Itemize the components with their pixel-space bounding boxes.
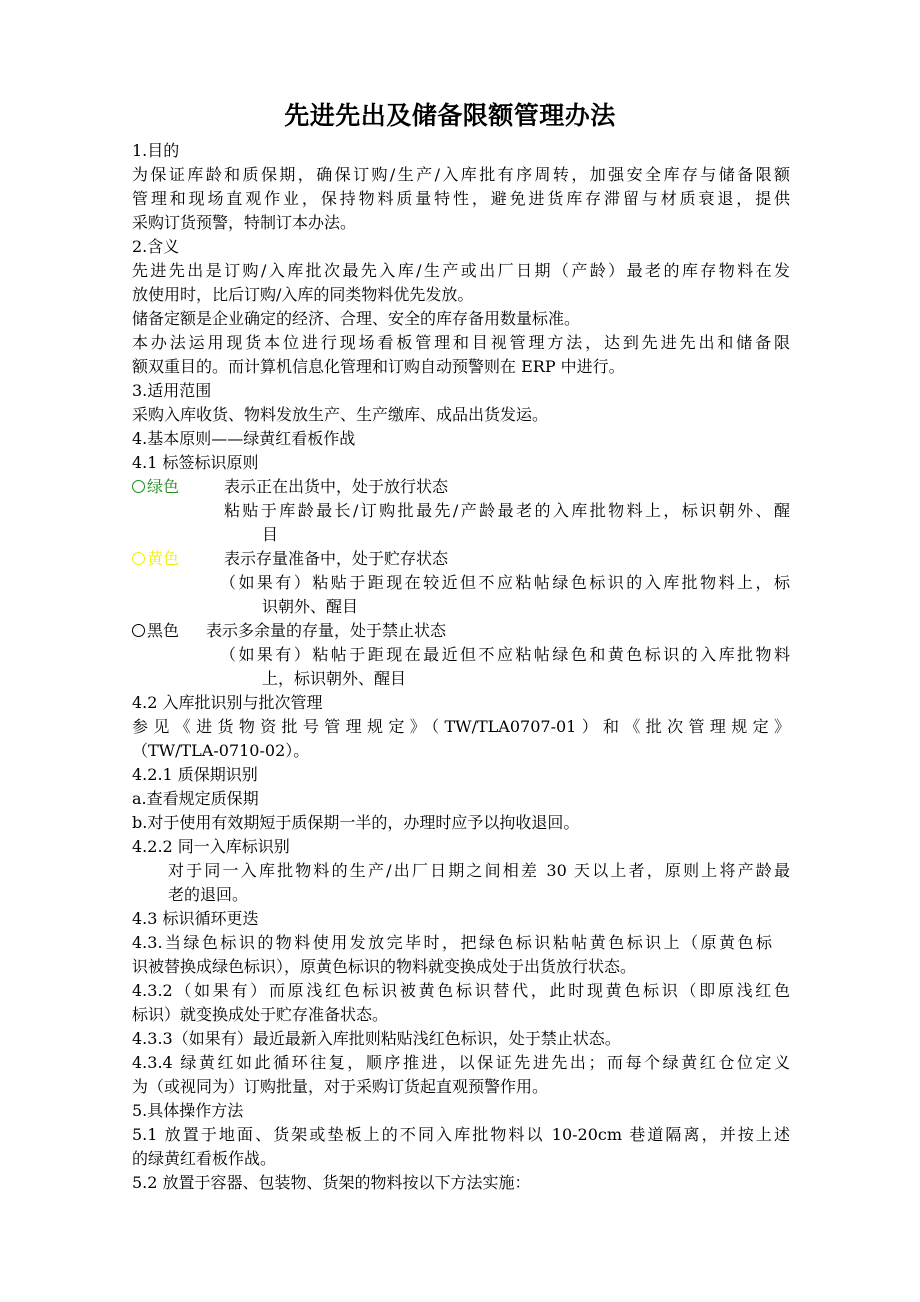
circle-icon [132, 624, 145, 637]
label-yellow-detail: 识朝外、醒目 [262, 597, 359, 616]
heading-purpose: 1.目的 [132, 141, 180, 160]
circle-icon [132, 480, 145, 493]
paragraph-line: 本办法运用现货本位进行现场看板管理和目视管理方法，达到先进先出和储备限 [132, 333, 790, 352]
heading-shelf-life: 4.2.1 质保期识别 [132, 765, 258, 784]
paragraph-line: 采购订货预警，特制订本办法。 [132, 213, 357, 232]
label-yellow-detail: （如果有）粘贴于距现在较近但不应粘帖绿色标识的入库批物料上，标 [220, 573, 790, 592]
paragraph-line: 5.2 放置于容器、包装物、货架的物料按以下方法实施： [132, 1173, 531, 1192]
paragraph-line: 5.1 放置于地面、货架或垫板上的不同入库批物料以 10-20cm 巷道隔离，并按上述 [132, 1125, 790, 1144]
paragraph-line: （TW/TLA-0710-02）。 [132, 741, 310, 760]
heading-meaning: 2.含义 [132, 237, 180, 256]
paragraph-line: 对于同一入库批物料的生产/出厂日期之间相差 30 天以上者，原则上将产龄最 [168, 861, 790, 880]
paragraph-line: 储备定额是企业确定的经济、合理、安全的库存备用数量标准。 [132, 309, 581, 328]
paragraph-line: 为（或视同为）订购批量，对于采购订货起直观预警作用。 [132, 1077, 549, 1096]
document-title: 先进先出及储备限额管理办法 [284, 101, 616, 130]
label-black-detail: 上，标识朝外、醒目 [262, 669, 407, 688]
paragraph-line: 管理和现场直观作业，保持物料质量特性，避免进货库存滞留与材质衰退，提供 [132, 189, 790, 208]
paragraph-line: 先进先出是订购/入库批次最先入库/生产或出厂日期（产龄）最老的库存物料在发 [132, 261, 790, 280]
paragraph-line: 4.3.2（如果有）而原浅红色标识被黄色标识替代，此时现黄色标识（即原浅红色 [132, 981, 790, 1000]
paragraph-line: 4.3.3（如果有）最近最新入库批则粘贴浅红色标识，处于禁止状态。 [132, 1029, 621, 1048]
label-green-name: 绿色 [132, 475, 179, 499]
label-yellow-desc: 表示存量准备中，处于贮存状态 [224, 549, 449, 568]
paragraph-line: 的绿黄红看板作战。 [132, 1149, 277, 1168]
paragraph-line: 4.3.4 绿黄红如此循环往复，顺序推进，以保证先进先出；而每个绿黄红仓位定义 [132, 1053, 790, 1072]
paragraph-line: 放使用时，比后订购/入库的同类物料优先发放。 [132, 285, 474, 304]
heading-scope: 3.适用范围 [132, 381, 212, 400]
circle-icon [132, 552, 145, 565]
paragraph-line: 4.3.当绿色标识的物料使用发放完毕时，把绿色标识粘帖黄色标识上（原黄色标 [132, 933, 772, 952]
heading-operation: 5.具体操作方法 [132, 1101, 244, 1120]
paragraph-line: 参见《进货物资批号管理规定》（TW/TLA0707-01）和《批次管理规定》 [132, 717, 790, 736]
heading-same-batch: 4.2.2 同一入库标识别 [132, 837, 290, 856]
paragraph-line: a.查看规定质保期 [132, 789, 259, 808]
paragraph-line: 老的退回。 [168, 885, 249, 904]
heading-principle: 4.基本原则——绿黄红看板作战 [132, 429, 356, 448]
paragraph-line: 识被替换成绿色标识），原黄色标识的物料就变换成处于出货放行状态。 [132, 957, 637, 976]
label-green-detail: 目 [262, 525, 279, 544]
label-green-detail: 粘贴于库龄最长/订购批最先/产龄最老的入库批物料上，标识朝外、醒 [224, 501, 790, 520]
heading-label-principle: 4.1 标签标识原则 [132, 453, 259, 472]
paragraph-line: 采购入库收货、物料发放生产、生产缴库、成品出货发运。 [132, 405, 549, 424]
label-yellow-name: 黄色 [132, 547, 179, 571]
paragraph-line: 额双重目的。而计算机信息化管理和订购自动预警则在 ERP 中进行。 [132, 357, 625, 376]
label-black-name: 黑色 [132, 619, 179, 643]
label-black-detail: （如果有）粘帖于距现在最近但不应粘帖绿色和黄色标识的入库批物料 [220, 645, 790, 664]
label-green-desc: 表示正在出货中，处于放行状态 [224, 477, 449, 496]
heading-batch-id: 4.2 入库批识别与批次管理 [132, 693, 323, 712]
paragraph-line: 为保证库龄和质保期，确保订购/生产/入库批有序周转，加强安全库存与储备限额 [132, 165, 790, 184]
label-black-desc: 表示多余量的存量，处于禁止状态 [206, 621, 447, 640]
paragraph-line: b.对于使用有效期短于质保期一半的，办理时应予以拘收退回。 [132, 813, 580, 832]
heading-label-cycle: 4.3 标识循环更迭 [132, 909, 259, 928]
paragraph-line: 标识）就变换成处于贮存准备状态。 [132, 1005, 389, 1024]
